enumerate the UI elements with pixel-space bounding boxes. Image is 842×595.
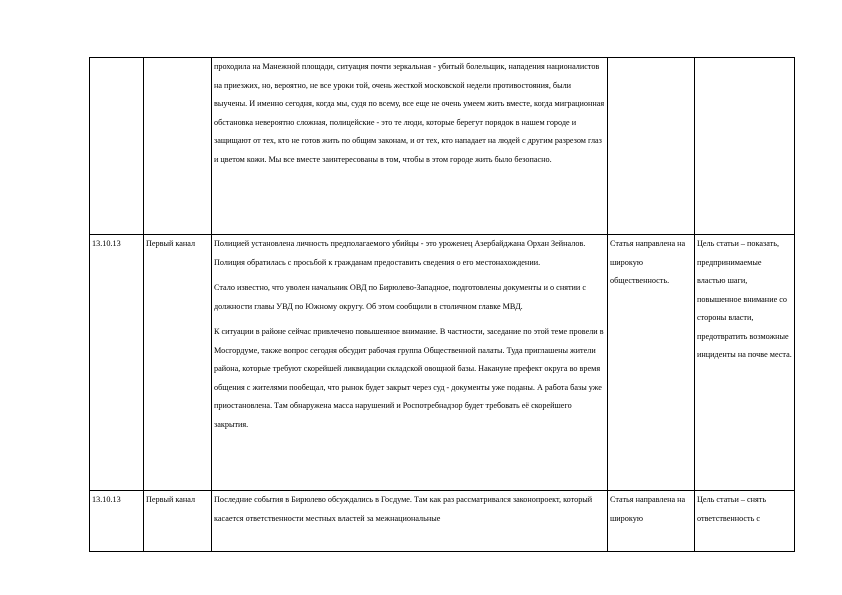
goal-cell: Цель статьи – снять ответственность с xyxy=(695,491,795,552)
table-row xyxy=(90,58,795,235)
article-paragraph: проходила на Манежной площади, ситуация почти зеркальная - убитый болельщик, нападения националистов на приезжих, но, вероятно, не все уроки той, очень жесткой московской недели противостояния, были выучены. И именно сегодня, когда мы, судя по всему, все еще не очень умеем жить вместе, когда миграционная обстановка невероятно сложная, полицейские - это те люди, которые берегут порядок в нашем городе и защищают от тех, кто не готов жить по общим законам, и от тех, кто нападает на людей с другим разрезом глаз и цветом кожи. Мы все вместе заинтересованы в том, чтобы в этом городе жить было безопасно. xyxy=(214,62,605,164)
channel-cell: Первый канал xyxy=(144,491,212,552)
article-text-cell xyxy=(212,491,608,552)
media-monitoring-table xyxy=(89,57,795,552)
article-paragraph: Последние события в Бирюлево обсуждались в Госдуме. Там как раз рассматривался законопроект, который касается ответственности местных властей за межнациональные xyxy=(214,495,593,523)
audience-cell xyxy=(608,58,695,235)
article-text-cell xyxy=(212,58,608,235)
goal-cell xyxy=(695,58,795,235)
date-cell: 13.10.13 xyxy=(90,235,144,491)
channel-cell: Первый канал xyxy=(144,235,212,491)
date-cell xyxy=(90,58,144,235)
article-paragraph: Полицией установлена личность предполагаемого убийцы - это уроженец Азербайджана Орхан Зейналов. Полиция обратилась с просьбой к гражданам предоставить сведения о его местонахождении. xyxy=(214,239,586,267)
audience-cell: Статья направлена на широкую общественность. xyxy=(608,235,695,491)
goal-cell: Цель статьи – показать, предпринимаемые властью шаги, повышенное внимание со стороны власти, предотвратить возможные инциденты на почве места. xyxy=(695,235,795,491)
article-text-cell xyxy=(212,235,608,491)
channel-cell xyxy=(144,58,212,235)
article-paragraph: Стало известно, что уволен начальник ОВД по Бирюлево-Западное, подготовлены документы и о снятии с должности главы УВД по Южному округу. Об этом сообщили в столичном главке МВД. xyxy=(214,283,586,311)
audience-cell: Статья направлена на широкую xyxy=(608,491,695,552)
article-paragraph: К ситуации в районе сейчас привлечено повышенное внимание. В частности, заседание по этой теме провели в Мосгордуме, также вопрос сегодня обсудит рабочая группа Общественной палаты. Туда приглашены жители района, которые требуют скорейшей ликвидации складской овощной базы. Накануне префект округа во время общения с жителями пообещал, что рынок будет закрыт через суд - документы уже поданы. А работа базы уже приостановлена. Там обнаружена масса нарушений и Роспотребнадзор будет требовать её скорейшего закрытия. xyxy=(214,327,604,429)
table-row xyxy=(90,491,795,552)
date-cell: 13.10.13 xyxy=(90,491,144,552)
table-row xyxy=(90,235,795,491)
